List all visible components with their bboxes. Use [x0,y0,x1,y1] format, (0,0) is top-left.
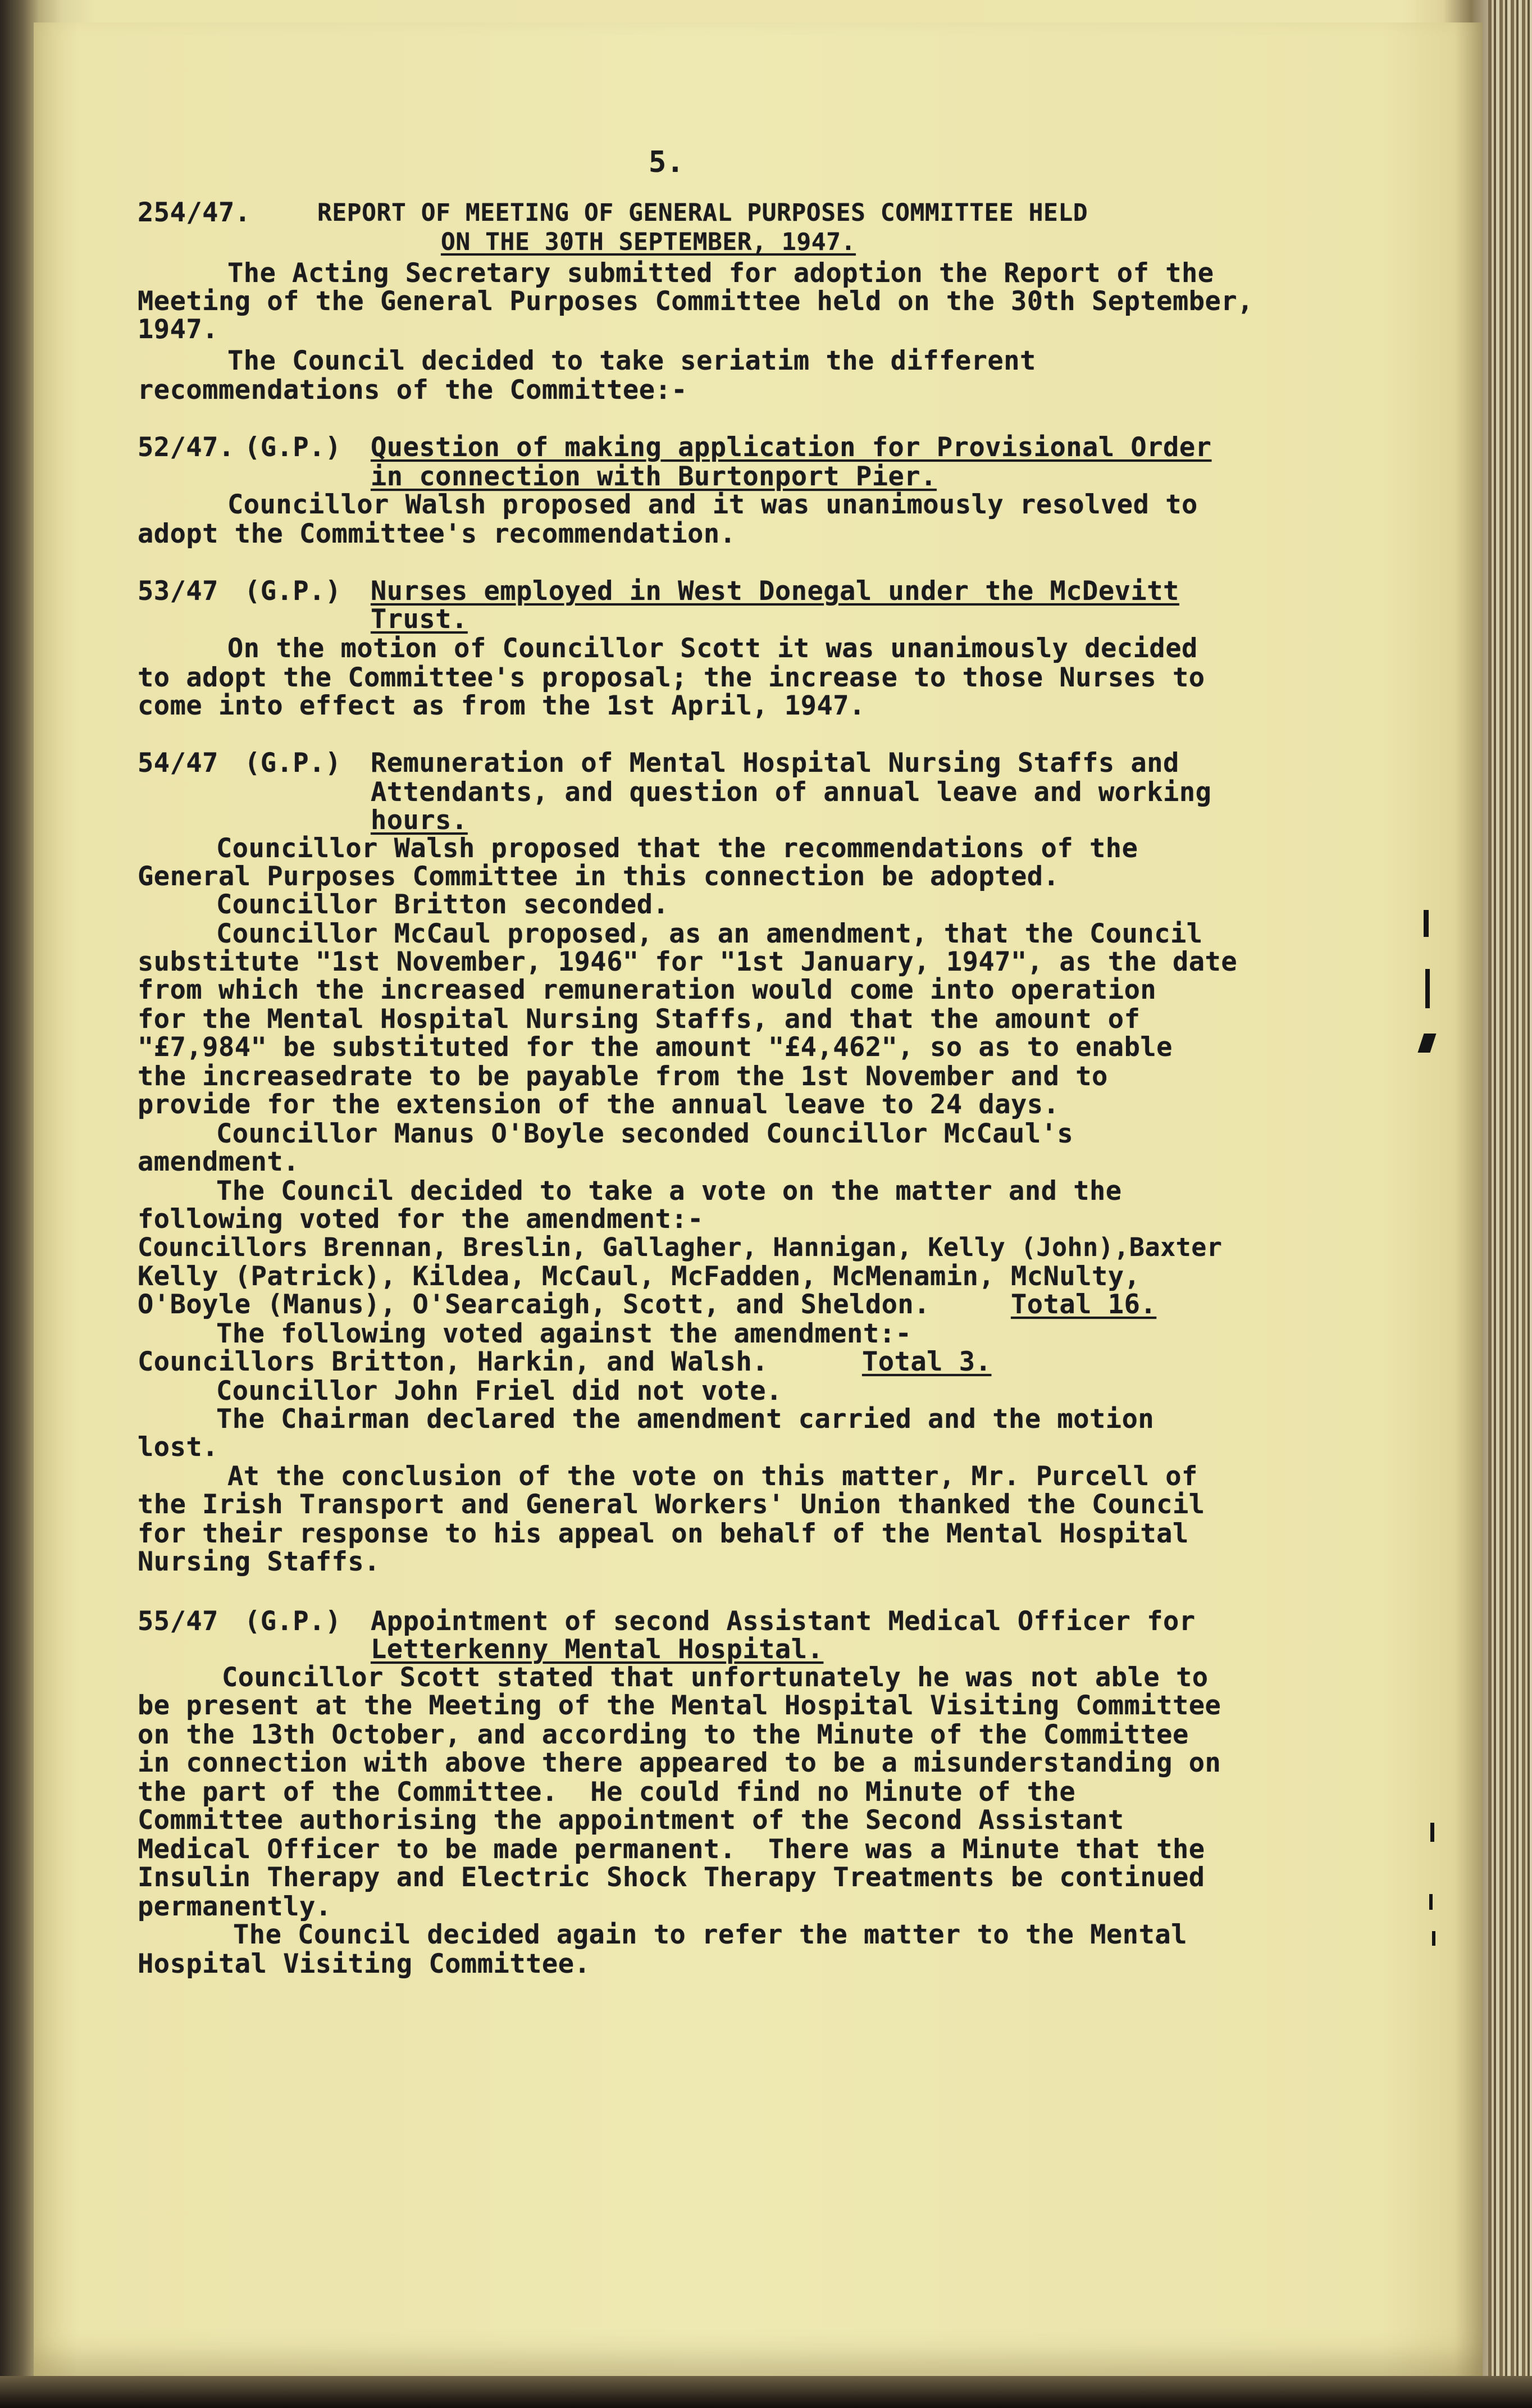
item-number: 53/47 [138,576,218,607]
body-line: The Council decided to take seriatim the different [227,345,1036,376]
body-line: Meeting of the General Purposes Committee held on the 30th September, [138,286,1253,317]
body-line: provide for the extension of the annual leave to 24 days. [138,1089,1060,1120]
item-tag: (G.P.) [244,576,341,607]
body-line: Councillor Britton seconded. [216,889,669,920]
item-heading: Question of making application for Provisional Order [371,432,1212,463]
margin-mark [1429,1894,1433,1910]
body-line: come into effect as from the 1st April, 1947. [138,690,865,721]
margin-mark [1432,1931,1435,1946]
body-line: General Purposes Committee in this connection be adopted. [138,861,1060,892]
item-heading: Nurses employed in West Donegal under the McDevitt [371,576,1179,607]
item-number: 254/47. [138,197,251,228]
book-binding [1488,0,1532,2408]
body-line: from which the increased remuneration would come into operation [138,975,1157,1005]
body-line: Kelly (Patrick), Kildea, McCaul, McFadden, McMenamin, McNulty, [138,1261,1141,1292]
margin-mark [1425,969,1430,1008]
body-line: Medical Officer to be made permanent. There was a Minute that the [138,1834,1205,1865]
body-line: for their response to his appeal on behalf of the Mental Hospital [138,1518,1189,1549]
body-line: Councillor McCaul proposed, as an amendment, that the Council [216,918,1203,949]
body-line: Councillor John Friel did not vote. [216,1376,782,1406]
scan-bottom-edge [0,2376,1532,2408]
item-heading: hours. [371,805,468,836]
body-line: the part of the Committee. He could find no Minute of the [138,1777,1076,1808]
body-line: Committee authorising the appointment of the Second Assistant [138,1805,1124,1836]
body-line: 1947. [138,314,218,345]
body-line: Councillor Walsh proposed and it was unanimously resolved to [227,489,1198,520]
margin-mark [1417,1034,1436,1053]
body-line: following voted for the amendment:- [138,1204,704,1235]
item-heading: ON THE 30TH SEPTEMBER, 1947. [441,228,856,256]
body-line: substitute "1st November, 1946" for "1st January, 1947", as the date [138,946,1238,977]
item-number: 54/47 [138,748,218,779]
body-line: adopt the Committee's recommendation. [138,518,736,549]
item-heading: Attendants, and question of annual leave and working [371,777,1212,808]
item-heading: Appointment of second Assistant Medical Officer for [371,1606,1196,1637]
body-line: the Irish Transport and General Workers' Union thanked the Council [138,1489,1205,1520]
body-line: O'Boyle (Manus), O'Searcaigh, Scott, and Sheldon. [138,1289,931,1320]
body-line: The following voted against the amendment:- [216,1318,912,1349]
item-heading: Trust. [371,604,468,635]
item-heading: REPORT OF MEETING OF GENERAL PURPOSES COMMITTEE HELD [317,199,1088,227]
body-line: to adopt the Committee's proposal; the increase to those Nurses to [138,662,1205,693]
body-line: lost. [138,1432,218,1463]
vote-total: Total 3. [862,1346,992,1377]
body-line: On the motion of Councillor Scott it was unanimously decided [227,633,1198,664]
minutes-text [34,0,1483,2354]
body-line: permanently. [138,1891,332,1922]
item-heading: Remuneration of Mental Hospital Nursing Staffs and [371,748,1179,779]
margin-mark [1424,910,1429,937]
body-line: The Chairman declared the amendment carried and the motion [216,1404,1155,1435]
body-line: Nursing Staffs. [138,1546,380,1577]
item-number: 55/47 [138,1606,218,1637]
item-heading: in connection with Burtonport Pier. [371,461,937,492]
item-heading: Letterkenny Mental Hospital. [371,1634,824,1665]
body-line: for the Mental Hospital Nursing Staffs, and that the amount of [138,1004,1141,1035]
body-line: The Acting Secretary submitted for adoption the Report of the [227,258,1214,289]
body-line: Councillor Manus O'Boyle seconded Councillor McCaul's [216,1118,1074,1149]
body-line: The Council decided again to refer the matter to the Mental [233,1919,1187,1950]
body-line: be present at the Meeting of the Mental Hospital Visiting Committee [138,1690,1221,1721]
page-number: 5. [649,145,685,179]
item-tag: (G.P.) [244,748,341,779]
item-tag: (G.P.) [244,432,341,463]
item-tag: (G.P.) [244,1606,341,1637]
body-line: the increasedrate to be payable from the 1st November and to [138,1061,1108,1092]
vote-total: Total 16. [1011,1289,1157,1320]
body-line: Councillors Britton, Harkin, and Walsh. [138,1346,769,1377]
margin-mark [1430,1823,1434,1842]
body-line: At the conclusion of the vote on this matter, Mr. Purcell of [227,1461,1198,1492]
body-line: Insulin Therapy and Electric Shock Therapy Treatments be continued [138,1862,1205,1893]
body-line: on the 13th October, and according to the Minute of the Committee [138,1719,1189,1750]
item-number: 52/47. [138,432,235,463]
body-line: recommendations of the Committee:- [138,375,688,406]
body-line: amendment. [138,1146,299,1177]
body-line: Councillor Walsh proposed that the recommendations of the [216,833,1138,864]
body-line: Councillor Scott stated that unfortunately he was not able to [222,1662,1209,1693]
body-line: Hospital Visiting Committee. [138,1949,591,1979]
body-line: "£7,984" be substituted for the amount "£4,462", so as to enable [138,1032,1173,1063]
body-line: in connection with above there appeared to be a misunderstanding on [138,1747,1221,1778]
body-line: Councillors Brennan, Breslin, Gallagher, Hannigan, Kelly (John),Baxter [138,1232,1223,1262]
body-line: The Council decided to take a vote on the matter and the [216,1176,1122,1207]
